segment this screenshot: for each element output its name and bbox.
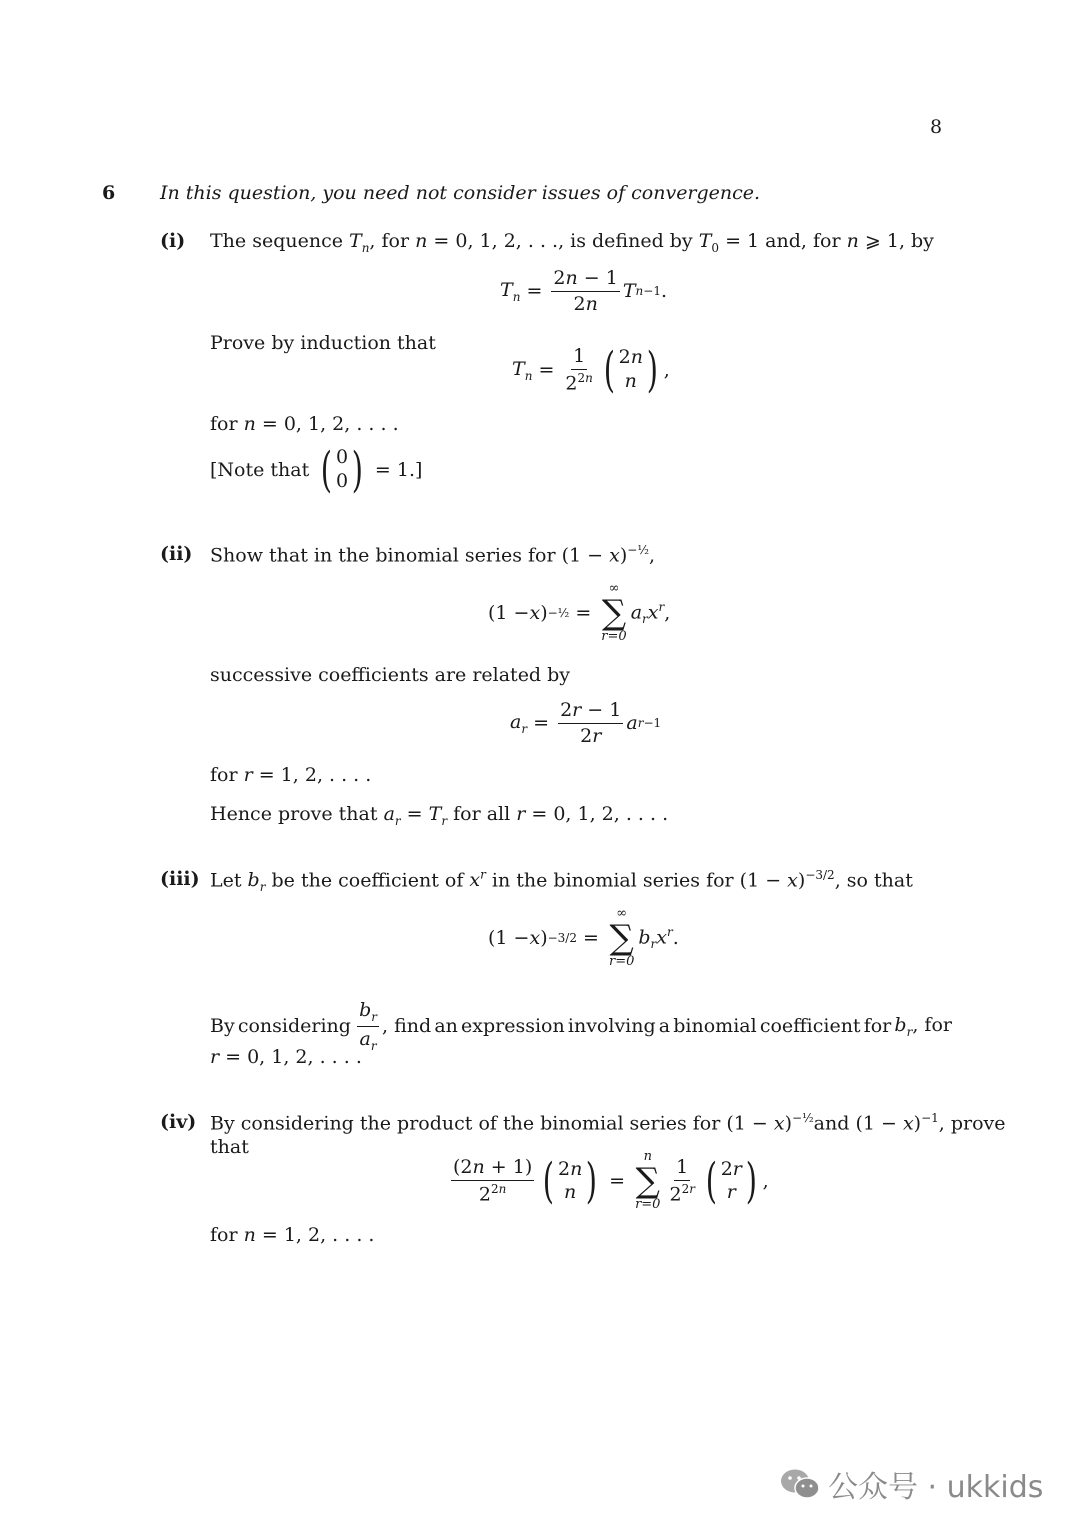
question-number: 6 [102, 182, 116, 204]
part-i-prove: Prove by induction that [210, 332, 436, 354]
part-ii-hence: Hence prove that $a_r = T_r$ for all r = 0, 1, 2, . . . . [210, 803, 669, 828]
series-b-equation: (1 − x ) −3/2 = ∞ ∑ r=0 $b_rx^r$ . [488, 906, 679, 970]
question-intro: In this question, you need not consider issues of convergence. [160, 182, 761, 204]
part-iii-question: By considering $\frac{b_r}{a_r}$ , find an expression involving a binomial coefficient for $b_r$, for [210, 999, 952, 1053]
wechat-icon [780, 1467, 820, 1501]
part-ii-range: for r = 1, 2, . . . . [210, 764, 372, 786]
part-iii-label: (iii) [160, 868, 200, 890]
recurrence-equation: $T_n$ = $\frac{2n - 1}{2n}$ T n−1 . [500, 267, 668, 315]
part-i-note: [Note that ( 0 0 ) = 1.] [210, 442, 423, 498]
recurrence-a-equation: $a_r$ = $\frac{2r - 1}{2r}$ a r−1 [510, 699, 662, 747]
part-i-range: for n = 0, 1, 2, . . . . [210, 413, 399, 435]
tn-binomial-equation: $T_n$ = $\frac{1}{2^{2n}}$ ( 2n n ) , [512, 342, 670, 399]
part-iii-range: r = 0, 1, 2, . . . . [210, 1046, 362, 1068]
watermark-text: 公众号 · ukkids [828, 1470, 1044, 1505]
product-equation: $\frac{(2n + 1)}{2^{2n}}$ ( 2n n ) = n ∑ r=0 $\frac{1}{2^{2r}}$ ( 2r r ) , [453, 1149, 769, 1213]
part-ii-intro: Show that in the binomial series for $(1 - x)^{-\frac{1}{2}}$, [210, 543, 655, 567]
part-iv-that: that [210, 1136, 249, 1158]
part-ii-related: successive coefficients are related by [210, 664, 571, 686]
part-iv-intro: By considering the product of the binomial series for $(1 - x)^{-\frac{1}{2}}$ and $(1 - x)^{-1}$, prove [210, 1111, 1006, 1135]
series-a-equation: (1 − x ) −½ = ∞ ∑ r=0 $a_rx^r$ , [488, 581, 671, 645]
part-iv-range: for n = 1, 2, . . . . [210, 1224, 375, 1246]
part-i-label: (i) [160, 230, 186, 252]
page-number: 8 [930, 116, 943, 138]
part-ii-label: (ii) [160, 543, 193, 565]
part-iii-intro: Let $b_r$ be the coefficient of $x^r$ in the binomial series for $(1 - x)^{-3/2}$, so that [210, 868, 913, 895]
watermark [780, 1462, 1043, 1506]
part-iv-label: (iv) [160, 1111, 197, 1133]
part-i-intro: The sequence $T_n$, for n = 0, 1, 2, . . ., is defined by $T_0 = 1$ and, for n ⩾ 1, by [210, 230, 934, 255]
